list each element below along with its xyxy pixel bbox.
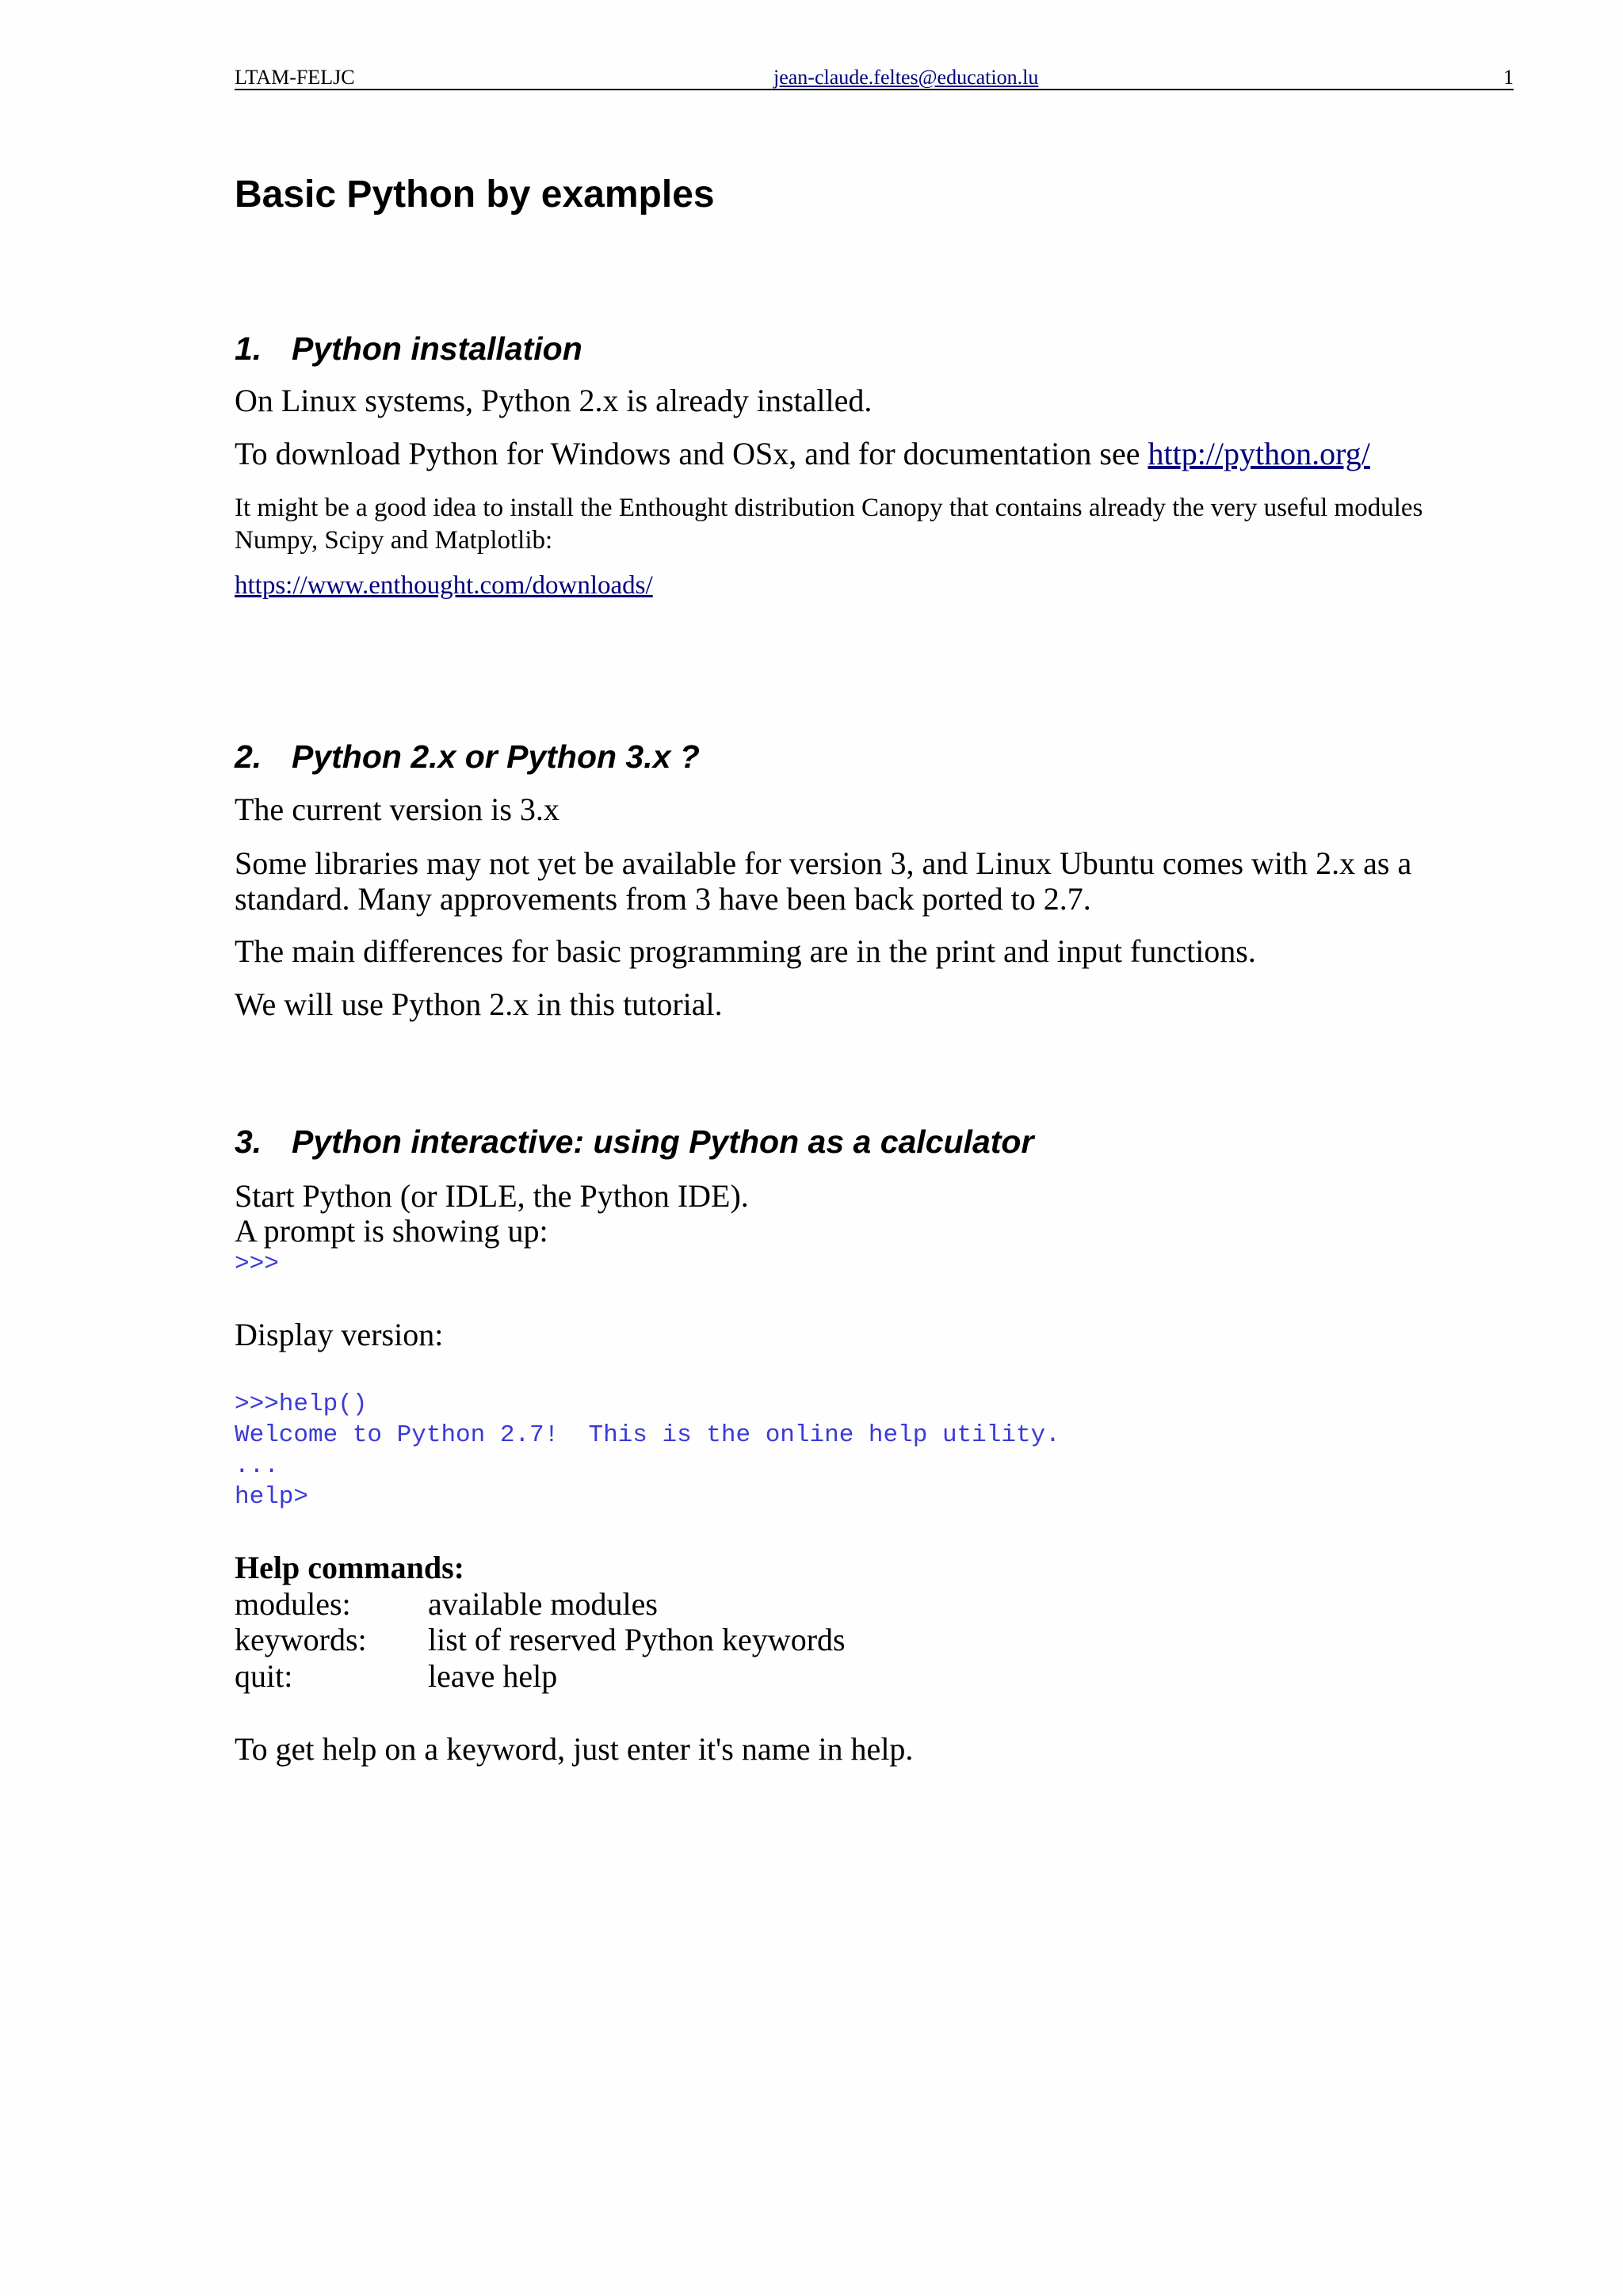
page-header	[235, 67, 1514, 90]
help-commands-title: Help commands:	[235, 1550, 464, 1585]
paragraph: On Linux systems, Python 2.x is already installed.	[235, 383, 873, 418]
document-title: Basic Python by examples	[235, 174, 715, 215]
paragraph: We will use Python 2.x in this tutorial.	[235, 986, 723, 1022]
page-number: 1	[1503, 66, 1514, 89]
paragraph: The main differences for basic programming are in the print and input functions.	[235, 933, 1256, 969]
enthought-link[interactable]: https://www.enthought.com/downloads/	[235, 571, 653, 600]
code-line: help>	[235, 1483, 309, 1511]
paragraph: It might be a good idea to install the Enthought distribution Canopy that contains already the very useful modules	[235, 494, 1423, 522]
header-email-link[interactable]: jean-claude.feltes@education.lu	[773, 66, 1039, 89]
section-heading-1: 1. Python installation	[235, 330, 582, 367]
help-row: quit: leave help	[235, 1658, 558, 1694]
paragraph: standard. Many approvements from 3 have been back ported to 2.7.	[235, 881, 1091, 917]
help-row: modules: available modules	[235, 1586, 658, 1622]
code-line: ...	[235, 1452, 279, 1480]
section-heading-2: 2. Python 2.x or Python 3.x ?	[235, 738, 700, 775]
code-line: Welcome to Python 2.7! This is the online help utility.	[235, 1421, 1060, 1449]
paragraph: Some libraries may not yet be available for version 3, and Linux Ubuntu comes with 2.x as a	[235, 845, 1412, 881]
header-left: LTAM-FELJC	[235, 66, 355, 89]
paragraph: To download Python for Windows and OSx, and for documentation see http://python.org/	[235, 436, 1370, 471]
paragraph: The current version is 3.x	[235, 791, 559, 827]
code-line: >>>help()	[235, 1390, 368, 1418]
paragraph: Numpy, Scipy and Matplotlib:	[235, 526, 553, 555]
python-org-link[interactable]: http://python.org/	[1148, 436, 1370, 471]
paragraph: Start Python (or IDLE, the Python IDE).	[235, 1178, 749, 1214]
paragraph: A prompt is showing up:	[235, 1213, 548, 1249]
section-heading-3: 3. Python interactive: using Python as a calculator	[235, 1123, 1034, 1160]
paragraph: Display version:	[235, 1317, 444, 1352]
code-prompt: >>>	[235, 1250, 279, 1278]
paragraph: To get help on a keyword, just enter it's name in help.	[235, 1731, 914, 1767]
help-row: keywords: list of reserved Python keywords	[235, 1622, 846, 1657]
